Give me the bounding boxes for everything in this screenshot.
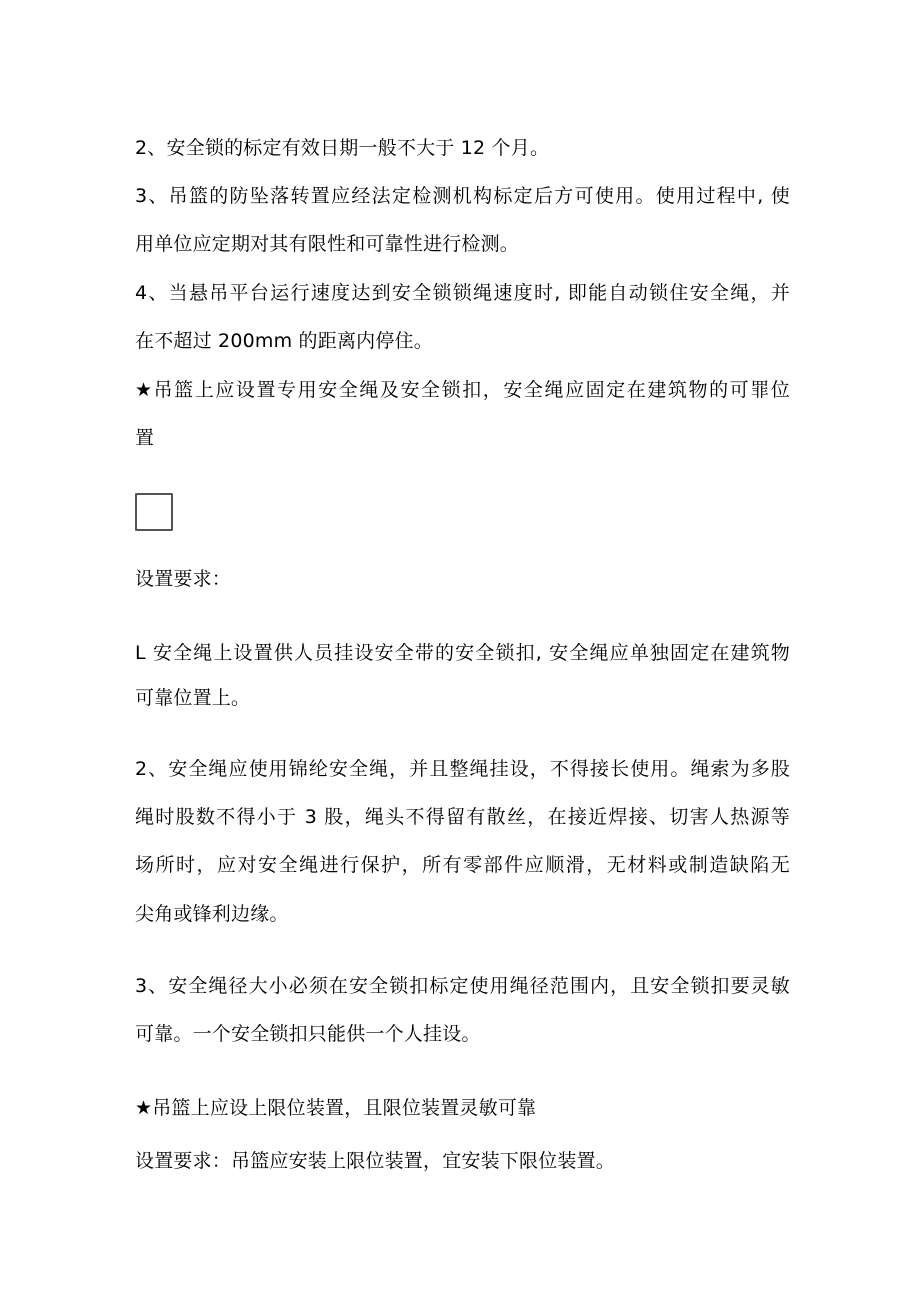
rope-item-2-line-1: 2、安全绳应使用锦纶安全绳，并且整绳挂设，不得接长使用。绳索为多股 [135, 758, 790, 780]
rope-item-2-line-4: 尖角或锋利边缘。 [135, 903, 289, 925]
lock-item-2: 2、安全锁的标定有效日期一般不大于 12 个月。 [135, 137, 550, 159]
limit-heading: ★吊篮上应设上限位装置，且限位装置灵敏可靠 [135, 1097, 537, 1119]
lock-item-4-line-1: 4、当悬吊平台运行速度达到安全锁锁绳速度时, 即能自动锁住安全绳，并 [135, 282, 790, 304]
requirements-label: 设置要求： [135, 568, 232, 590]
rope-heading-line-2: 置 [135, 427, 155, 449]
lock-item-3-line-2: 用单位应定期对其有限性和可靠性进行检测。 [135, 233, 520, 255]
rope-item-1-line-2: 可靠位置上。 [135, 687, 251, 709]
rope-item-3-line-1: 3、安全绳径大小必须在安全锁扣标定使用绳径范围内，且安全锁扣要灵敏 [135, 975, 790, 997]
lock-item-3-line-1: 3、吊篮的防坠落转置应经法定检测机构标定后方可使用。使用过程中, 使 [135, 185, 790, 207]
rope-item-1-line-1: L 安全绳上设置供人员挂设安全带的安全锁扣, 安全绳应单独固定在建筑物 [135, 642, 790, 664]
lock-item-4-line-2: 在不超过 200mm 的距离内停住。 [135, 330, 433, 352]
limit-requirement: 设置要求：吊篮应安装上限位装置，宜安装下限位装置。 [135, 1150, 616, 1172]
rope-heading-line-1: ★吊篮上应设置专用安全绳及安全锁扣，安全绳应固定在建筑物的可罪位 [135, 379, 790, 401]
rope-item-3-line-2: 可靠。一个安全锁扣只能供一个人挂设。 [135, 1023, 481, 1045]
rope-item-2-line-2: 绳时股数不得小于 3 股，绳头不得留有散丝，在接近焊接、切害人热源等 [135, 806, 790, 828]
image-placeholder [135, 493, 173, 531]
rope-item-2-line-3: 场所时，应对安全绳进行保护，所有零部件应顺滑，无材料或制造缺陷无 [135, 854, 790, 876]
